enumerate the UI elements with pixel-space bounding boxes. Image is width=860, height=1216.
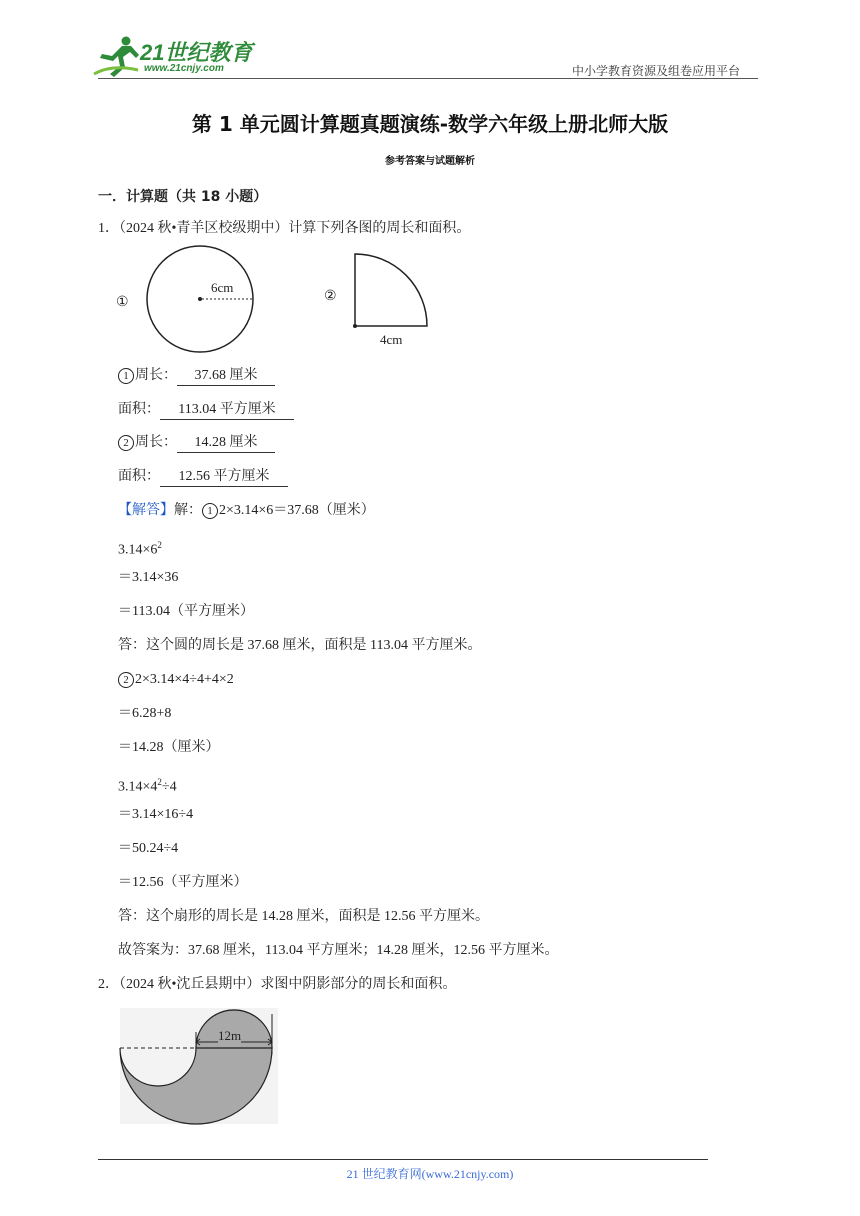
logo-url: www.21cnjy.com xyxy=(144,63,224,74)
answer-value: 14.28 厘米 xyxy=(177,434,275,453)
solution-line-2: $3.14\times 6^2$ xyxy=(118,540,162,558)
circled-number-2: 2 xyxy=(118,435,134,451)
solution-line-6: 2 2×3.14×4÷4+4×2 xyxy=(118,671,234,689)
figure-quarter-circle xyxy=(320,250,440,354)
logo-text: 21世纪教育 xyxy=(140,40,253,65)
solution-line-5: 答：这个圆的周长是 37.68 厘米，面积是 113.04 平方厘米。 xyxy=(118,638,482,653)
section-heading: 一．计算题（共 18 小题） xyxy=(98,189,268,205)
figure-2-mark: ② xyxy=(324,289,337,304)
footer-text: 21 世纪教育网(www.21cnjy.com) xyxy=(346,1167,514,1181)
solution-line-4: ＝113.04（平方厘米） xyxy=(118,604,254,619)
logo-runner-icon xyxy=(92,34,142,78)
figure-circle xyxy=(112,244,262,356)
answer-4: 面积： 12.56 平方厘米 xyxy=(118,468,288,487)
jieda-label: 【解答】 xyxy=(118,503,174,518)
answer-2: 面积： 113.04 平方厘米 xyxy=(118,401,294,420)
solution-line-8: ＝14.28（厘米） xyxy=(118,740,220,755)
page-title: 第 1 单元圆计算题真题演练-数学六年级上册北师大版 xyxy=(191,112,669,136)
answer-value: 37.68 厘米 xyxy=(177,367,275,386)
figure-1-mark: ① xyxy=(116,295,129,310)
solution-line-3: ＝3.14×36 xyxy=(118,570,179,585)
answer-3: 2 周长： 14.28 厘米 xyxy=(118,434,275,453)
solution-line-10: ＝3.14×16÷4 xyxy=(118,807,194,822)
figure-shaded-shape xyxy=(112,1004,282,1128)
page-subtitle: 参考答案与试题解析 xyxy=(385,156,475,167)
side-label: 4cm xyxy=(380,332,403,347)
footer-divider xyxy=(98,1159,708,1160)
logo xyxy=(92,34,262,78)
diameter-label: 12m xyxy=(218,1028,242,1043)
header-divider xyxy=(98,78,758,79)
header-right-text: 中小学教育资源及组卷应用平台 xyxy=(572,64,741,78)
solution-line-1: 【解答】解： 1 2×3.14×6＝37.68（厘米） xyxy=(118,503,375,518)
radius-label: 6cm xyxy=(211,280,234,295)
solution-line-13: 答：这个扇形的周长是 14.28 厘米，面积是 12.56 平方厘米。 xyxy=(118,909,489,924)
answer-value: 113.04 平方厘米 xyxy=(160,401,294,420)
solution-line-7: ＝6.28+8 xyxy=(118,706,172,721)
question-text: （2024 秋•青羊区校级期中）计算下列各图的周长和面积。 xyxy=(119,221,471,236)
question-number: 1． xyxy=(98,221,119,236)
solution-line-14: 故答案为：37.68 厘米，113.04 平方厘米；14.28 厘米，12.56 平方厘米。 xyxy=(118,943,559,958)
answer-1: 1 周长： 37.68 厘米 xyxy=(118,367,275,386)
question-1 xyxy=(98,220,470,238)
answer-value: 12.56 平方厘米 xyxy=(160,468,288,487)
solution-line-9: $3.14\times 4^2\div 4$ xyxy=(118,777,177,795)
question-text: （2024 秋•沈丘县期中）求图中阴影部分的周长和面积。 xyxy=(119,977,457,992)
solution-line-12: ＝12.56（平方厘米） xyxy=(118,875,248,890)
circled-number-1: 1 xyxy=(118,368,134,384)
solution-line-11: ＝50.24÷4 xyxy=(118,841,179,856)
question-number: 2． xyxy=(98,977,119,992)
question-2 xyxy=(98,976,456,994)
